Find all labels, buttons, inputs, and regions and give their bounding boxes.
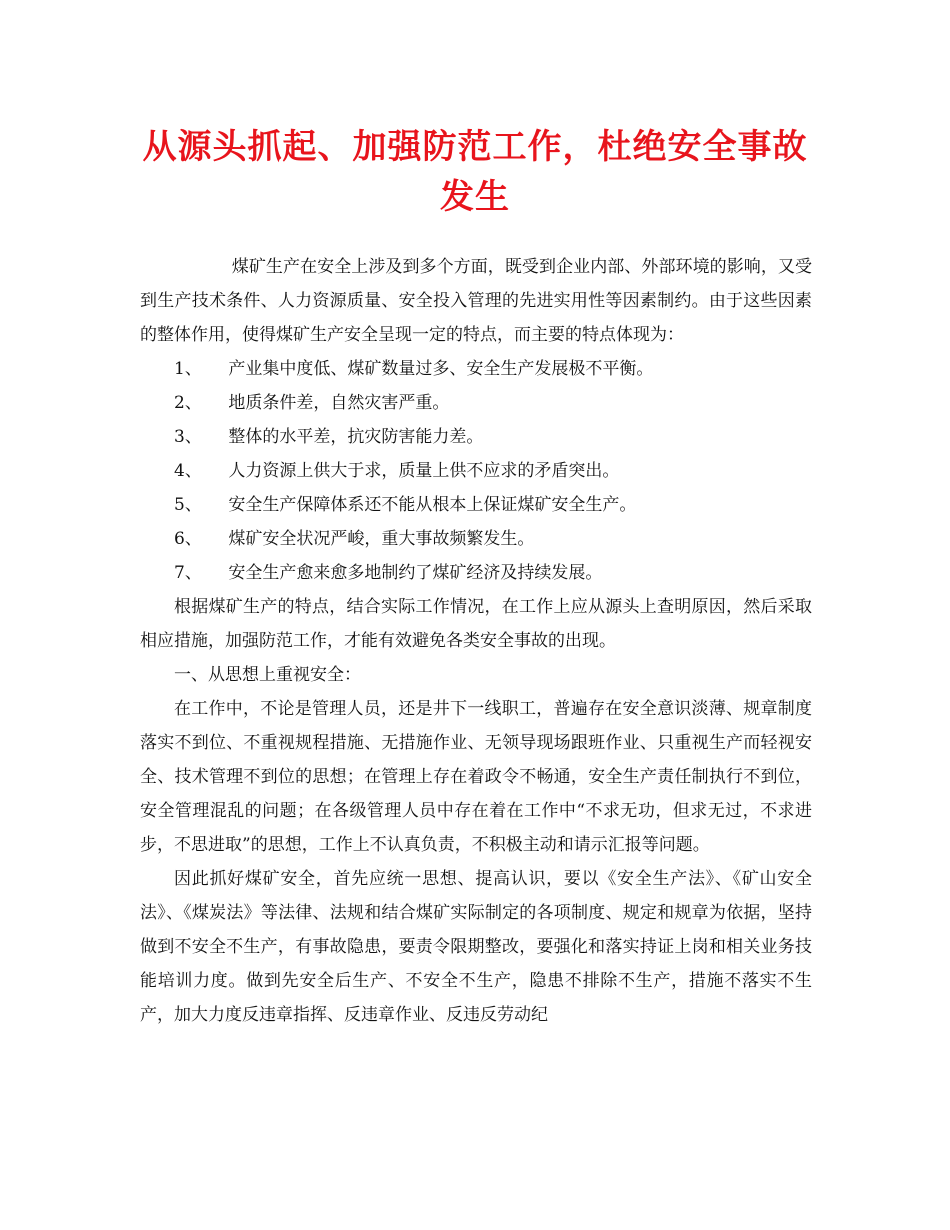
list-item [140, 386, 812, 420]
list-text: 安全生产愈来愈多地制约了煤矿经济及持续发展。 [228, 563, 603, 583]
list-number: 2、 [174, 393, 202, 413]
list-text: 煤矿安全状况严峻，重大事故频繁发生。 [228, 529, 535, 549]
list-number: 1、 [174, 359, 202, 379]
title-line-2: 发生 [440, 177, 510, 217]
list-number: 3、 [174, 427, 202, 447]
list-item [140, 522, 812, 556]
intro-paragraph: 煤矿生产在安全上涉及到多个方面，既受到企业内部、外部环境的影响，又受到生产技术条件、人力资源质量、安全投入管理的先进实用性等因素制约。由于这些因素的整体作用，使得煤矿生产安全呈现一定的特点，而主要的特点体现为： [140, 257, 812, 345]
feature-list [140, 352, 812, 590]
list-item [140, 556, 812, 590]
list-text: 人力资源上供大于求，质量上供不应求的矛盾突出。 [228, 461, 620, 481]
title-line-1: 从源头抓起、加强防范工作，杜绝安全事故 [142, 127, 808, 167]
list-text: 安全生产保障体系还不能从根本上保证煤矿安全生产。 [228, 495, 637, 515]
document-body [140, 250, 812, 1032]
paragraph-4: 因此抓好煤矿安全，首先应统一思想、提高认识，要以《安全生产法》、《矿山安全法》、《煤炭法》等法律、法规和结合煤矿实际制定的各项制度、规定和规章为依据，坚持做到不安全不生产，有事故隐患，要责令限期整改，要强化和落实持证上岗和相关业务技能培训力度。做到先安全后生产、不安全不生产，隐患不排除不生产，措施不落实不生产，加大力度反违章指挥、反违章作业、反违反劳动纪 [140, 869, 812, 1025]
section-heading: 一、从思想上重视安全： [174, 665, 361, 685]
list-item [140, 488, 812, 522]
list-text: 地质条件差，自然灾害严重。 [228, 393, 450, 413]
list-number: 7、 [174, 563, 202, 583]
list-text: 产业集中度低、煤矿数量过多、安全生产发展极不平衡。 [228, 359, 654, 379]
list-item [140, 454, 812, 488]
list-text: 整体的水平差，抗灾防害能力差。 [228, 427, 484, 447]
paragraph-2: 根据煤矿生产的特点，结合实际工作情况，在工作上应从源头上查明原因，然后采取相应措施，加强防范工作，才能有效避免各类安全事故的出现。 [140, 597, 812, 651]
paragraph-3: 在工作中，不论是管理人员，还是井下一线职工，普遍存在安全意识淡薄、规章制度落实不到位、不重视规程措施、无措施作业、无领导现场跟班作业、只重视生产而轻视安全、技术管理不到位的思想；在管理上存在着政令不畅通，安全生产责任制执行不到位，安全管理混乱的问题；在各级管理人员中存在着在工作中“不求无功，但求无过，不求进步，不思进取”的思想，工作上不认真负责，不积极主动和请示汇报等问题。 [140, 699, 812, 855]
list-number: 6、 [174, 529, 202, 549]
list-number: 4、 [174, 461, 202, 481]
list-item [140, 352, 812, 386]
list-item [140, 420, 812, 454]
list-number: 5、 [174, 495, 202, 515]
document-title [130, 122, 820, 222]
